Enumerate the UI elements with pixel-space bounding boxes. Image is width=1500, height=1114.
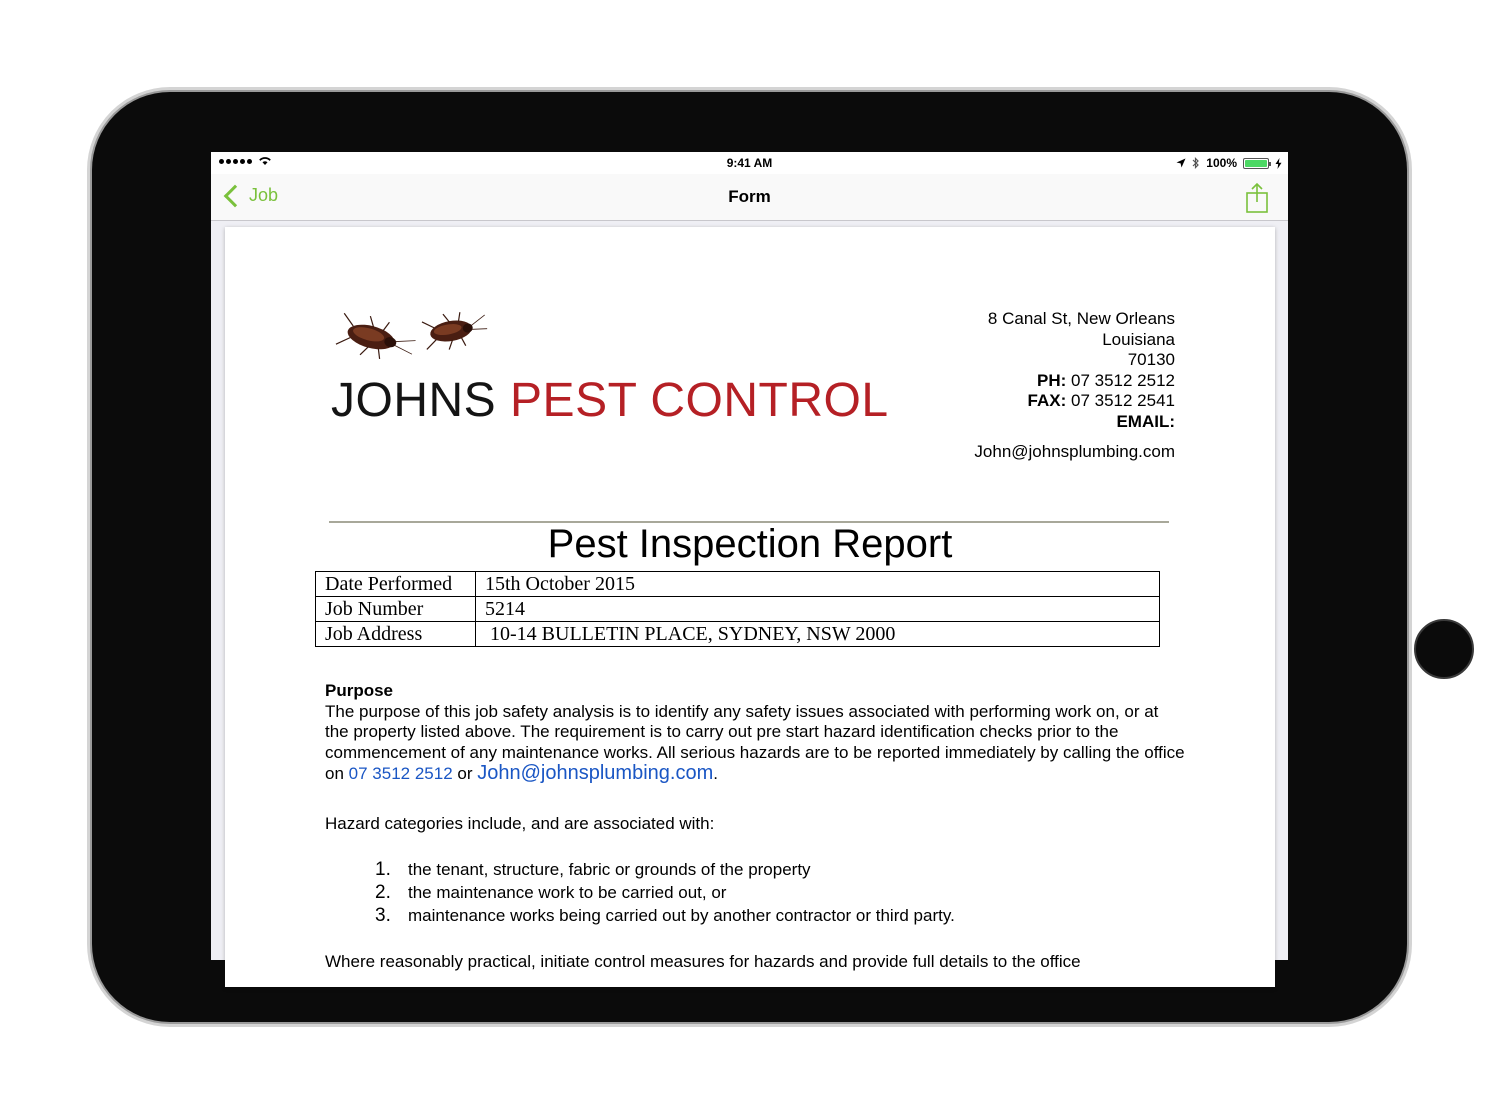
phone-link[interactable]: 07 3512 2512 xyxy=(348,764,453,783)
logo-text-johns: JOHNS xyxy=(331,374,497,427)
purpose-body: The purpose of this job safety analysis is to identify any safety issues associated with performing work on, or at the property listed above. The requirement is to carry out pre start hazard identification checks prior to the commencement of any maintenance works. All serious hazards are to be reported immediately by calling the office on xyxy=(325,701,1185,783)
list-text: the tenant, structure, fabric or grounds of the property xyxy=(408,860,811,879)
address-line: 8 Canal St, New Orleans xyxy=(987,309,1175,328)
job-info-table xyxy=(315,571,1160,647)
fax-value: 07 3512 2541 xyxy=(1071,391,1175,410)
table-cell-value: 5214 xyxy=(476,597,1160,622)
table-cell-label: Date Performed xyxy=(316,572,476,597)
table-cell-value: 15th October 2015 xyxy=(476,572,1160,597)
phone-line xyxy=(974,371,1175,392)
table-row xyxy=(316,597,1160,622)
battery-icon xyxy=(1243,158,1269,169)
bluetooth-icon xyxy=(1192,157,1200,169)
hazard-intro: Hazard categories include, and are associated with: xyxy=(325,814,715,833)
report-title: Pest Inspection Report xyxy=(547,522,953,566)
email-label: EMAIL: xyxy=(1116,411,1175,431)
hazard-list xyxy=(375,859,955,928)
company-logo-text xyxy=(331,373,889,428)
purpose-end: . xyxy=(713,764,718,783)
fax-line xyxy=(974,391,1175,412)
company-address-block xyxy=(974,309,1175,463)
status-bar xyxy=(211,152,1288,174)
status-time: 9:41 AM xyxy=(726,156,773,170)
address-line: Louisiana xyxy=(1102,329,1175,349)
list-number: 2. xyxy=(375,882,391,903)
table-row xyxy=(316,572,1160,597)
ipad-screen xyxy=(211,152,1288,971)
list-number: 1. xyxy=(375,859,391,880)
email-label-line xyxy=(974,412,1175,433)
cockroach-logo-icon xyxy=(329,309,489,369)
email-value: John@johnsplumbing.com xyxy=(974,442,1175,461)
location-arrow-icon xyxy=(1176,158,1186,168)
share-icon[interactable] xyxy=(1244,182,1270,214)
list-item xyxy=(375,905,955,928)
phone-value: 07 3512 2512 xyxy=(1071,370,1175,390)
navigation-bar xyxy=(211,174,1288,221)
home-button[interactable] xyxy=(1414,619,1474,679)
table-cell-label: Job Address xyxy=(316,622,476,647)
battery-percent: 100% xyxy=(1206,156,1237,170)
nav-title: Form xyxy=(728,187,771,206)
address-line: 70130 xyxy=(1127,350,1175,369)
list-item xyxy=(375,859,955,882)
report-page xyxy=(225,227,1275,987)
purpose-paragraph xyxy=(325,702,1185,785)
phone-label: PH: xyxy=(1036,370,1067,390)
purpose-or: or xyxy=(457,764,473,783)
purpose-section xyxy=(325,681,1185,785)
cut-off-paragraph: Where reasonably practical, initiate control measures for hazards and provide full details to the office xyxy=(325,952,1081,971)
charging-bolt-icon xyxy=(1275,158,1282,169)
list-text: the maintenance work to be carried out, or xyxy=(408,883,727,902)
email-link[interactable]: John@johnsplumbing.com xyxy=(477,762,714,784)
purpose-heading: Purpose xyxy=(325,681,394,700)
table-cell-label: Job Number xyxy=(316,597,476,622)
list-item xyxy=(375,882,955,905)
fax-label: FAX: xyxy=(1027,391,1067,410)
logo-text-pest-control: PEST CONTROL xyxy=(510,374,889,427)
list-text: maintenance works being carried out by another contractor or third party. xyxy=(408,906,955,925)
back-button-label: Job xyxy=(249,185,279,205)
status-right xyxy=(1176,156,1282,170)
table-cell-value: 10-14 BULLETIN PLACE, SYDNEY, NSW 2000 xyxy=(476,622,1160,647)
form-content[interactable] xyxy=(211,221,1288,971)
table-row xyxy=(316,622,1160,647)
list-number: 3. xyxy=(375,905,391,926)
battery-fill xyxy=(1245,160,1267,167)
